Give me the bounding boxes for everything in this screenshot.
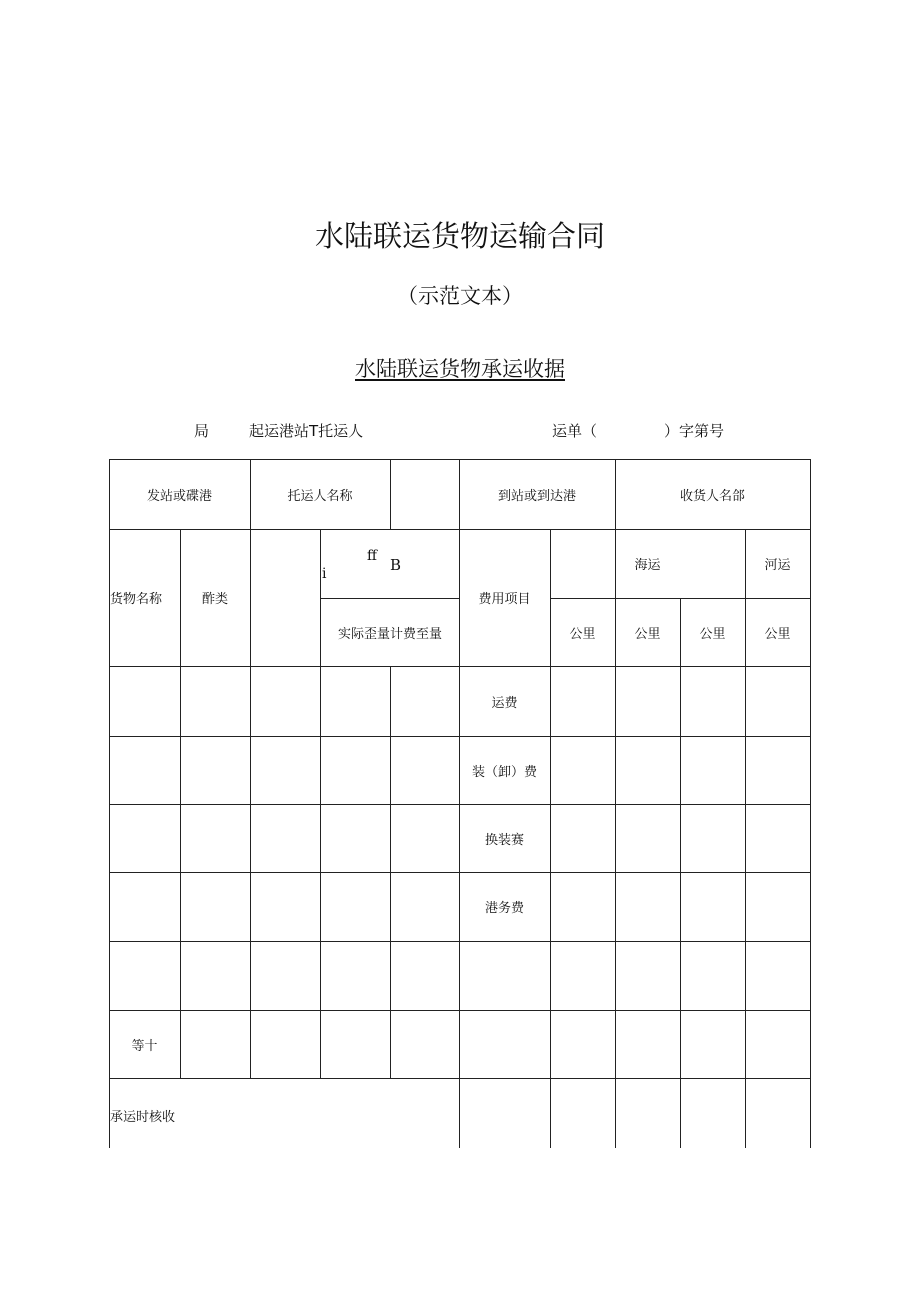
origin-shipper-label: 起运港站T托运人 [249,422,364,440]
v-line [810,459,811,1148]
v-line [680,598,681,1148]
sea-transport-header: 海运 [634,558,661,573]
weight-header: 实际歪量计费至量 [337,626,442,642]
receipt-check-label: 承运时核收 [110,1110,176,1125]
fee-freight: 运费 [491,695,518,711]
document-subtitle: （示范文本） [397,284,523,308]
km-label: 公里 [764,626,791,642]
fee-loading: 装（卸）费 [471,764,537,780]
fee-port: 港务费 [484,901,524,916]
km-label: 公里 [699,626,726,642]
v-line [250,459,251,1078]
garbled-text-b: B [390,556,402,574]
receipt-title: 水陆联运货物承运收据 [355,357,565,381]
destination-header: 到站或到达港 [497,488,576,504]
fee-item-header: 费用项目 [478,592,531,607]
shipper-name-header: 托运人名称 [287,488,353,504]
waybill-label: 运单（ [552,422,598,440]
river-transport-header: 河运 [764,558,791,573]
km-label: 公里 [569,626,596,642]
h-line [109,1010,811,1011]
km-label: 公里 [634,626,661,642]
garbled-text-ff: ff [367,548,377,564]
bureau-label: 局 [194,422,210,440]
goods-name-header: 货物名称 [110,592,163,607]
origin-header: 发站或碟港 [146,488,212,504]
v-line [390,666,391,1078]
garbled-text-i: i [322,566,327,582]
fee-transfer: 换装赛 [484,832,524,848]
consignee-name-header: 收货人名郃 [679,488,745,504]
number-label: ）字第号 [664,422,725,440]
total-label: 等十 [131,1038,158,1054]
v-line [390,459,391,529]
h-line [109,941,811,942]
type-header: 酢类 [201,592,228,607]
document-title: 水陆联运货物运输合同 [314,219,605,253]
h-line [109,1078,811,1079]
